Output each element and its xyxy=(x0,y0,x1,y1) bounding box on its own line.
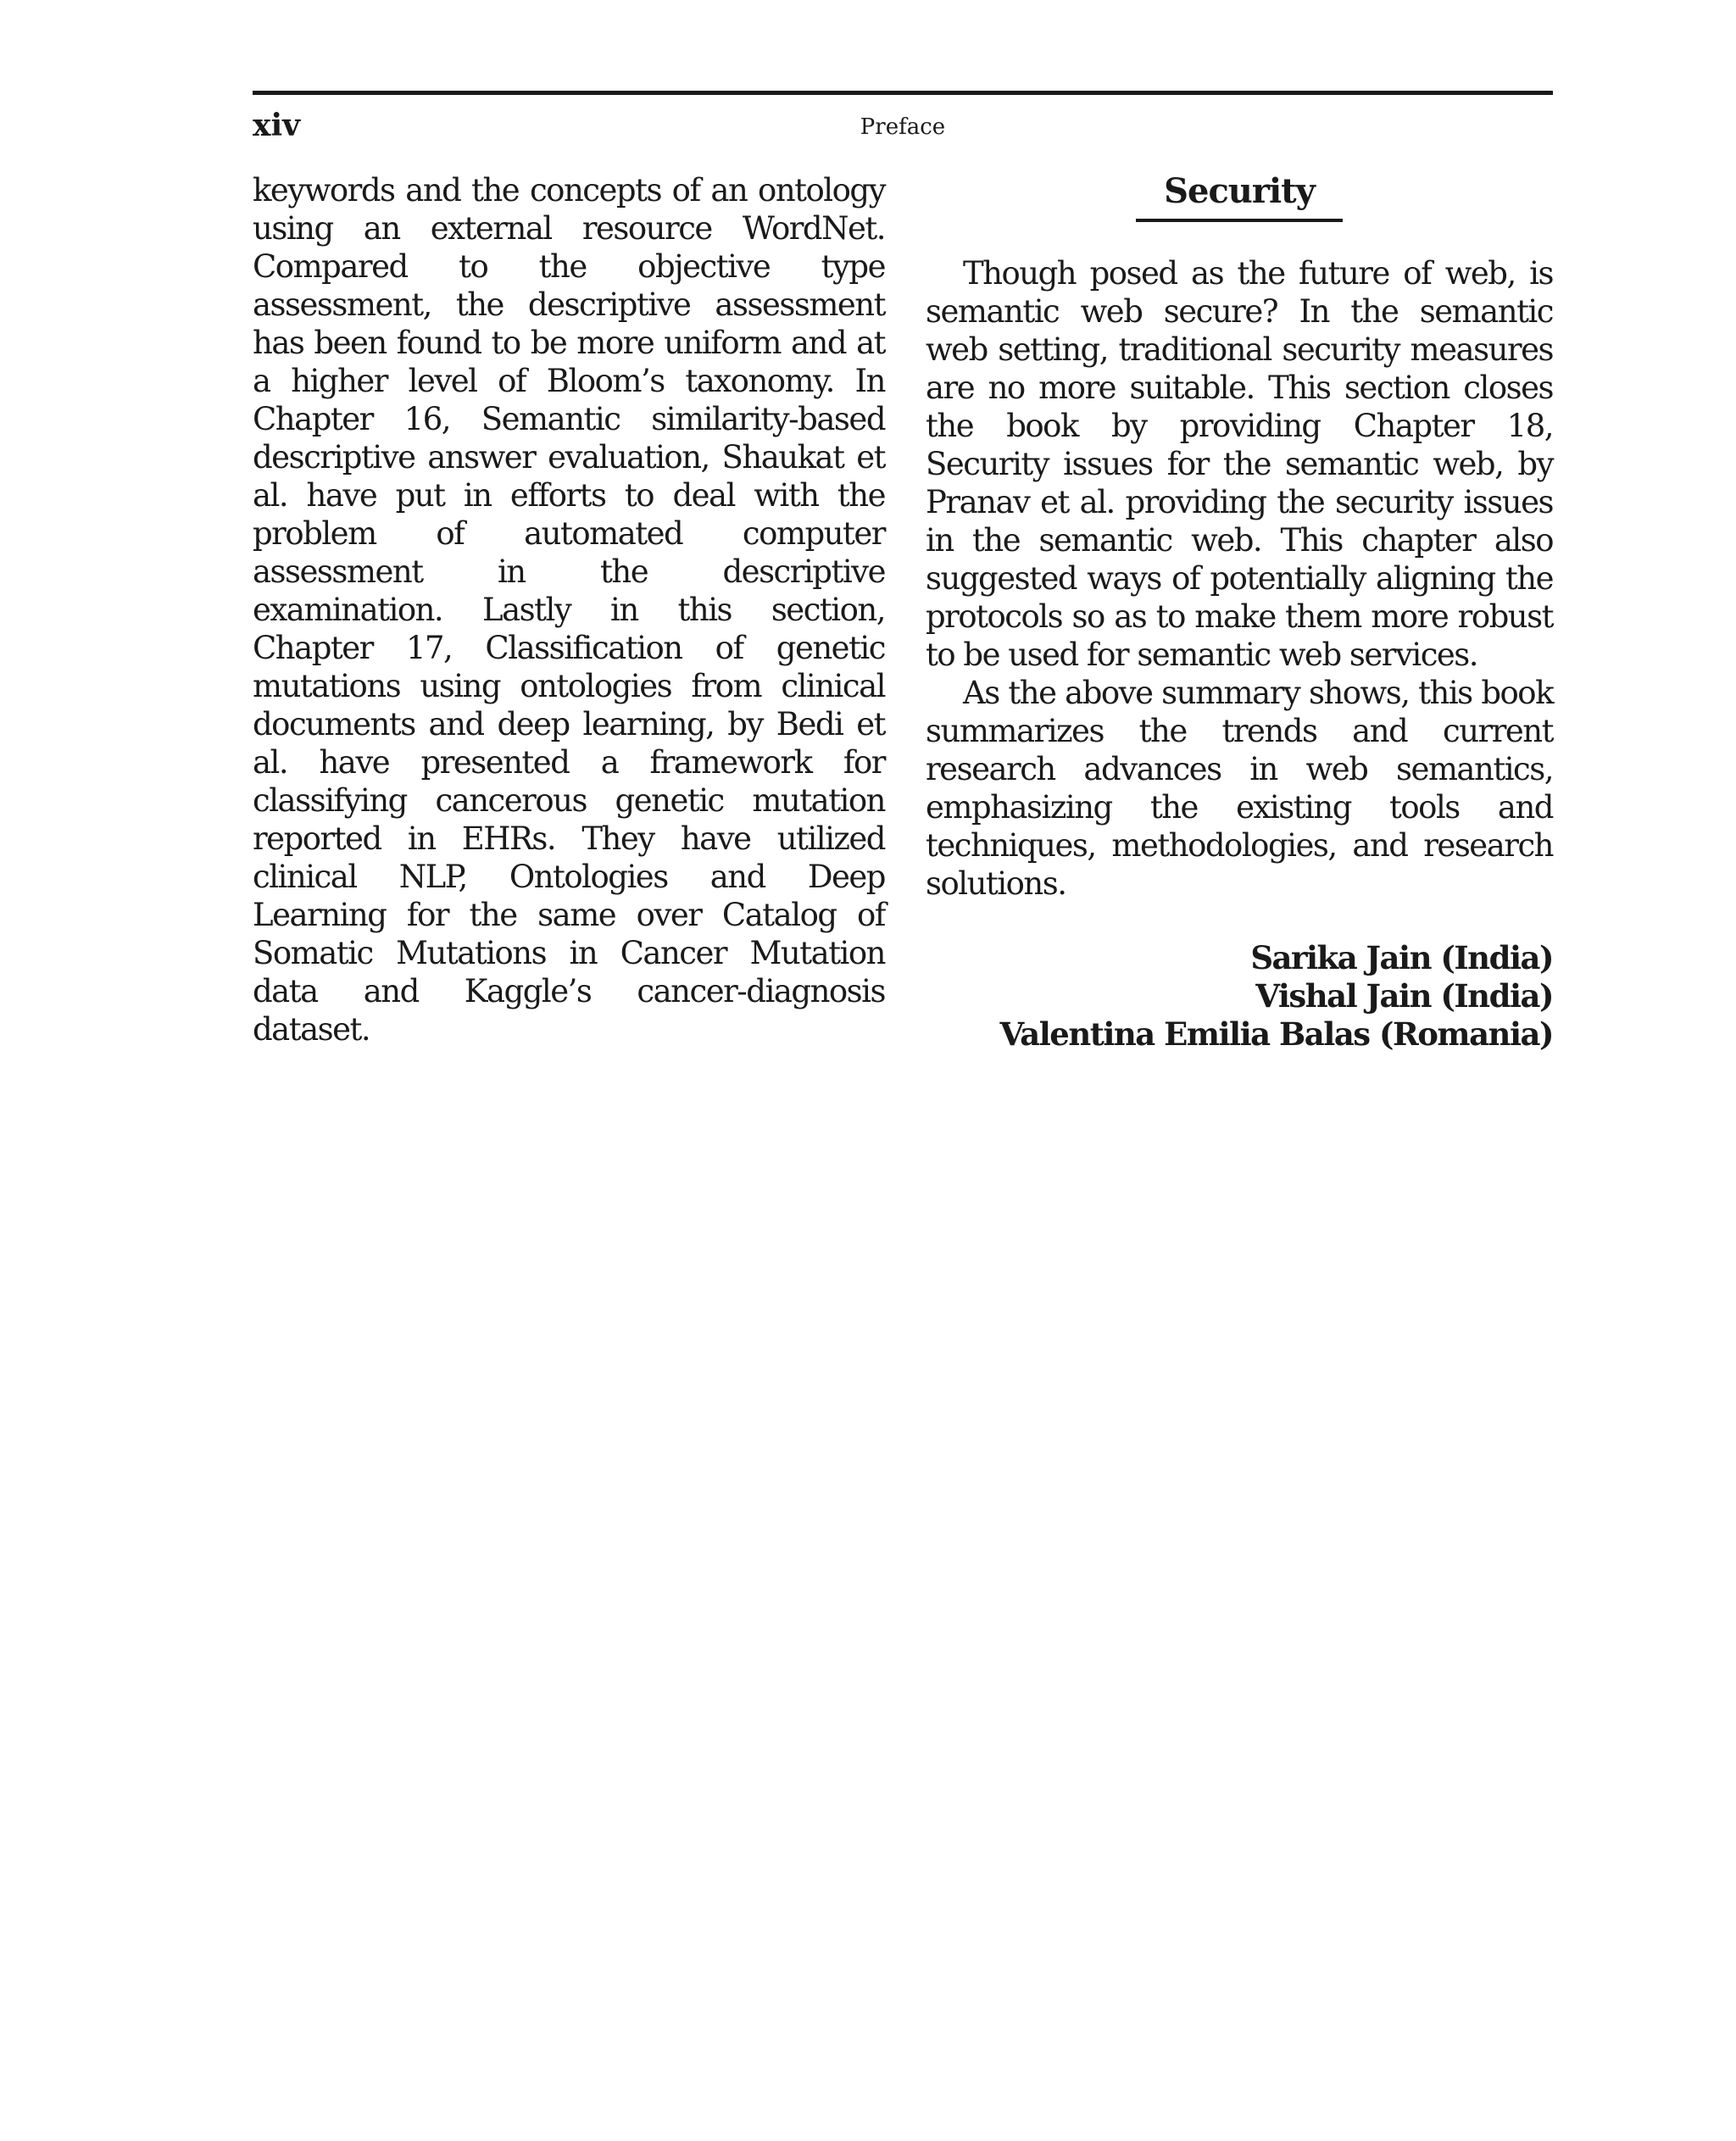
section-heading: Security xyxy=(1136,171,1343,222)
paragraph: Though posed as the future of web, is semantic web secure? In the semantic web setting, traditional security measures are no more suitable. This section closes the book by providing Chapter 18, Security issues for the semantic web, by Pranav et al. providing the security issues in the semantic web. This chapter also suggested ways of potentially aligning the protocols so as to make them more robust to be used for semantic web services. xyxy=(926,255,1553,673)
header-rule xyxy=(253,91,1553,95)
left-column-text: keywords and the concepts of an ontology using an external resource WordNet. Compared to the objective type assessment, the descriptive assessment has been found to be more uniform and at a higher level of Bloom’s taxonomy. In Chapter 16, Semantic similarity-based descriptive answer evaluation, Shaukat et al. have put in efforts to deal with the problem of automated computer assessment in the descriptive examination. Lastly in this section, Chapter 17, Classification of genetic mutations using ontologies from clinical documents and deep learning, by Bedi et al. have presented a framework for classifying cancerous genetic mutation reported in EHRs. They have utilized clinical NLP, Ontologies and Deep Learning for the same over Catalog of Somatic Mutations in Cancer Mutation data and Kaggle’s cancer-diagnosis dataset. xyxy=(253,172,885,1048)
right-column xyxy=(926,171,1553,1054)
page-number: xiv xyxy=(253,108,301,143)
author-signatures xyxy=(926,939,1553,1054)
running-title: Preface xyxy=(860,114,946,140)
author-name: Valentina Emilia Balas (Romania) xyxy=(999,1015,1553,1053)
paragraph: As the above summary shows, this book summarizes the trends and current research advances in web semantics, emphasizing the existing tools and techniques, methodologies, and research solutions. xyxy=(926,675,1553,902)
author-name: Vishal Jain (India) xyxy=(1255,977,1553,1015)
author-name: Sarika Jain (India) xyxy=(1250,939,1553,976)
